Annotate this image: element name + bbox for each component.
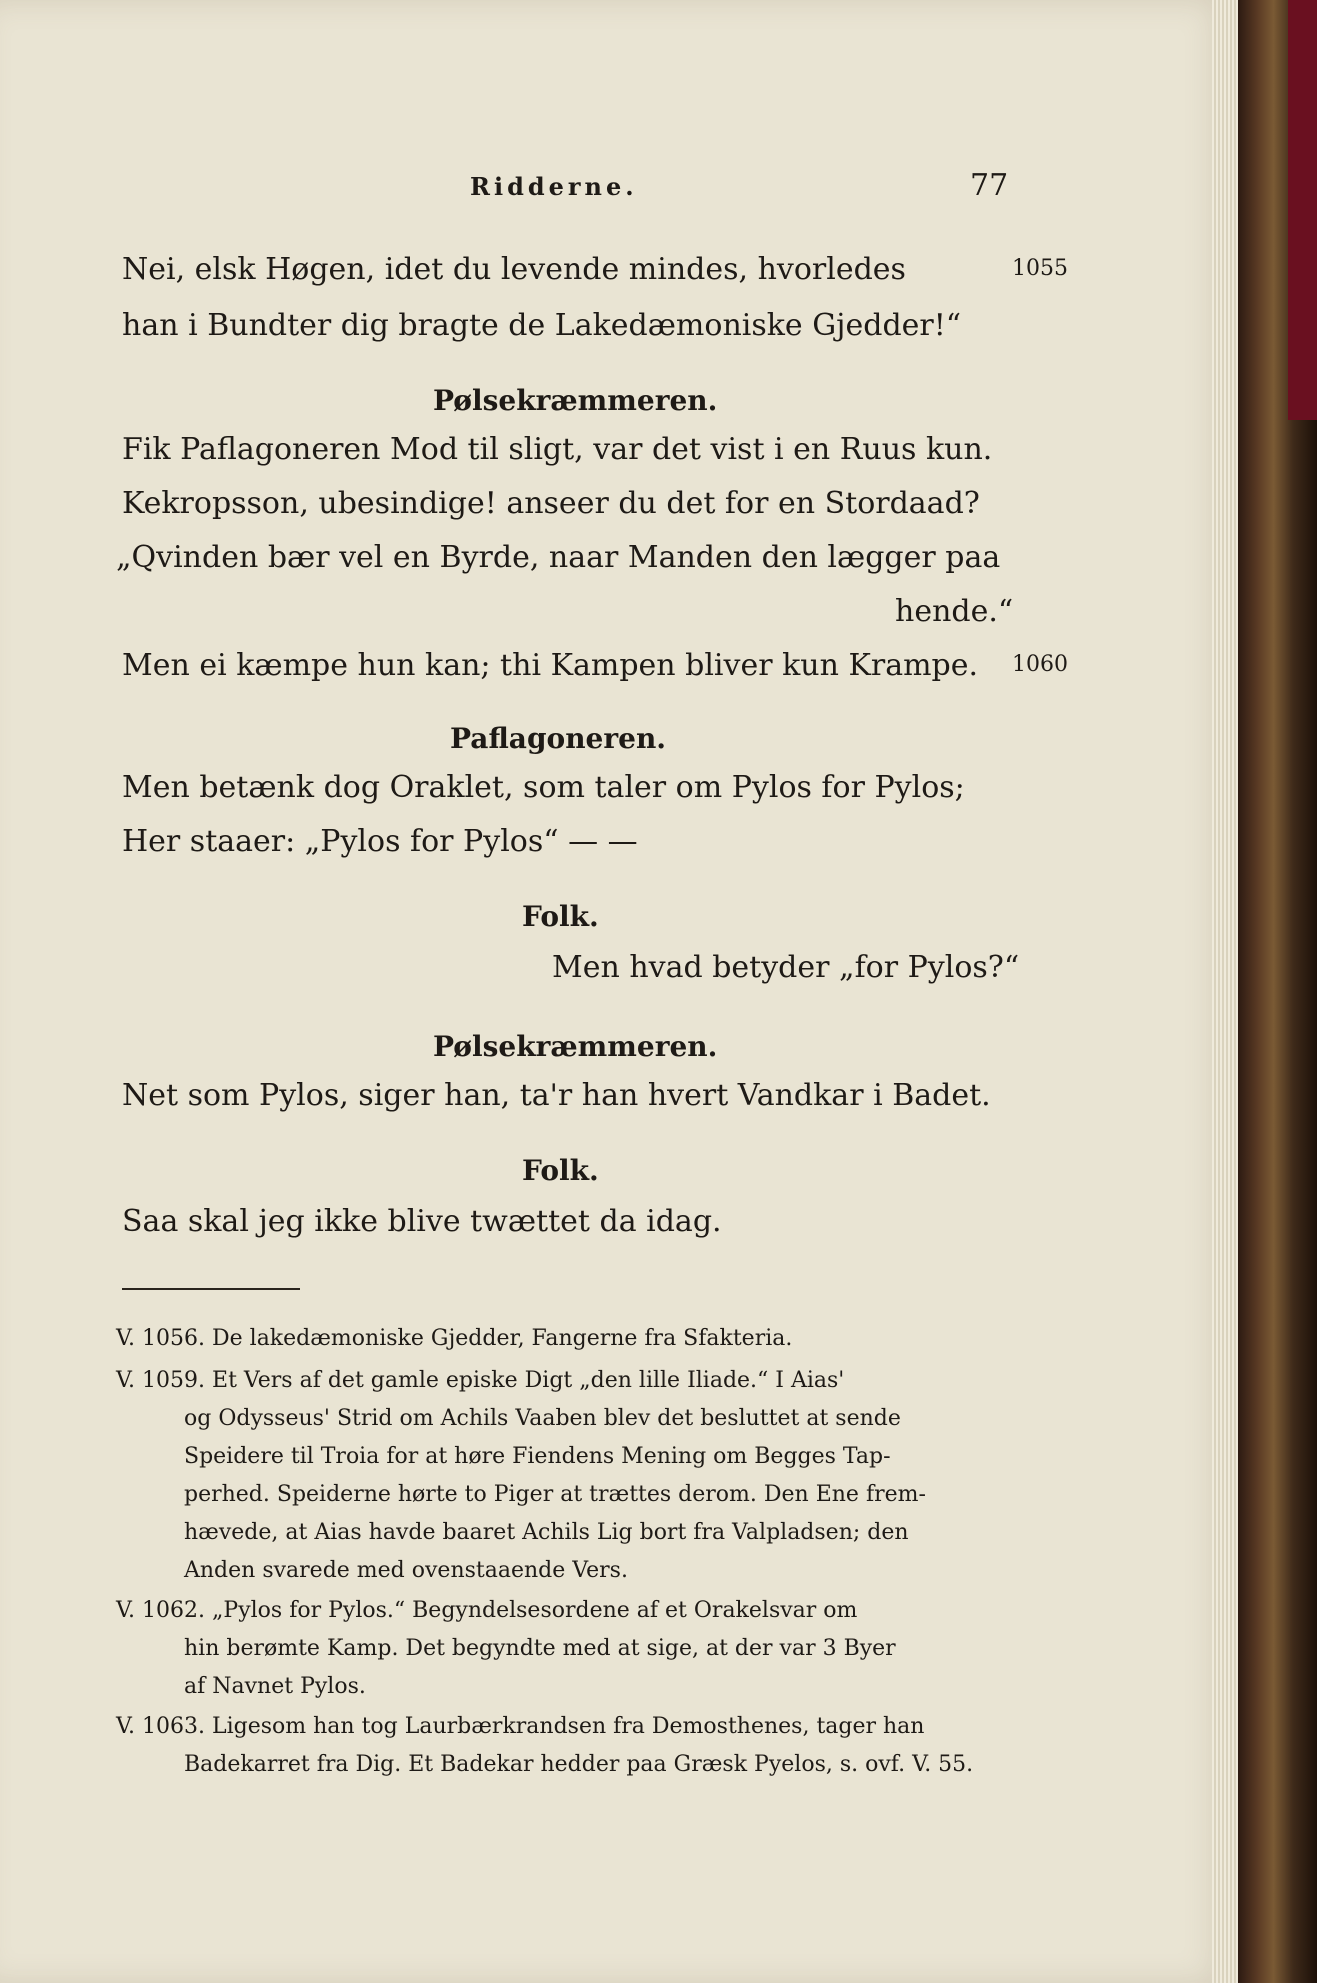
verse-line: „Qvinden bær vel en Byrde, naar Manden den lægger paa bbox=[116, 540, 1001, 575]
speaker-heading: Pølsekræmmeren. bbox=[433, 384, 718, 417]
verse-line: Nei, elsk Høgen, idet du levende mindes, hvorledes bbox=[122, 252, 906, 287]
verse-line: Men betænk dog Oraklet, som taler om Pylos for Pylos; bbox=[122, 770, 965, 805]
speaker-heading: Folk. bbox=[522, 1154, 599, 1187]
footnote-rule bbox=[122, 1288, 300, 1290]
line-number: 1060 bbox=[1012, 652, 1068, 677]
footnote-line: hin berømte Kamp. Det begyndte med at sige, at der var 3 Byer bbox=[184, 1636, 896, 1661]
footnote-line: Speidere til Troia for at høre Fiendens Mening om Begges Tap- bbox=[184, 1444, 891, 1469]
verse-line: Net som Pylos, siger han, ta'r han hvert Vandkar i Badet. bbox=[122, 1078, 991, 1113]
verse-line: Saa skal jeg ikke blive twættet da idag. bbox=[122, 1204, 722, 1239]
verse-line: hende.“ bbox=[895, 594, 1014, 629]
verse-line: Men ei kæmpe hun kan; thi Kampen bliver kun Krampe. bbox=[122, 648, 979, 683]
footnote-line: V. 1059. Et Vers af det gamle episke Digt „den lille Iliade.“ I Aias' bbox=[116, 1368, 845, 1393]
page-edges bbox=[1212, 0, 1238, 1983]
footnote-line: og Odysseus' Strid om Achils Vaaben blev det besluttet at sende bbox=[184, 1406, 901, 1431]
footnote-line: hævede, at Aias havde baaret Achils Lig bort fra Valpladsen; den bbox=[184, 1520, 909, 1545]
footnote-line: af Navnet Pylos. bbox=[184, 1674, 366, 1699]
binding-red-band bbox=[1288, 0, 1317, 420]
verse-line: han i Bundter dig bragte de Lakedæmoniske Gjedder!“ bbox=[122, 308, 962, 343]
verse-line: Kekropsson, ubesindige! anseer du det for en Stordaad? bbox=[122, 486, 980, 521]
verse-line: Her staaer: „Pylos for Pylos“ — — bbox=[122, 824, 638, 859]
running-header: Ridderne. bbox=[470, 172, 638, 201]
footnote-line: Badekarret fra Dig. Et Badekar hedder paa Græsk Pyelos, s. ovf. V. 55. bbox=[184, 1752, 974, 1777]
footnote-line: V. 1056. De lakedæmoniske Gjedder, Fangerne fra Sfakteria. bbox=[116, 1326, 793, 1351]
speaker-heading: Paflagoneren. bbox=[450, 722, 667, 755]
verse-line: Men hvad betyder „for Pylos?“ bbox=[552, 950, 1020, 985]
verse-line: Fik Paflagoneren Mod til sligt, var det vist i en Ruus kun. bbox=[122, 432, 993, 467]
footnote-line: V. 1063. Ligesom han tog Laurbærkrandsen fra Demosthenes, tager han bbox=[116, 1714, 925, 1739]
line-number: 1055 bbox=[1012, 256, 1068, 281]
footnote-line: perhed. Speiderne hørte to Piger at trættes derom. Den Ene frem- bbox=[184, 1482, 926, 1507]
page-number: 77 bbox=[970, 168, 1009, 203]
speaker-heading: Pølsekræmmeren. bbox=[433, 1030, 718, 1063]
speaker-heading: Folk. bbox=[522, 900, 599, 933]
footnote-line: Anden svarede med ovenstaaende Vers. bbox=[184, 1558, 628, 1583]
footnote-line: V. 1062. „Pylos for Pylos.“ Begyndelsesordene af et Orakelsvar om bbox=[116, 1598, 858, 1623]
